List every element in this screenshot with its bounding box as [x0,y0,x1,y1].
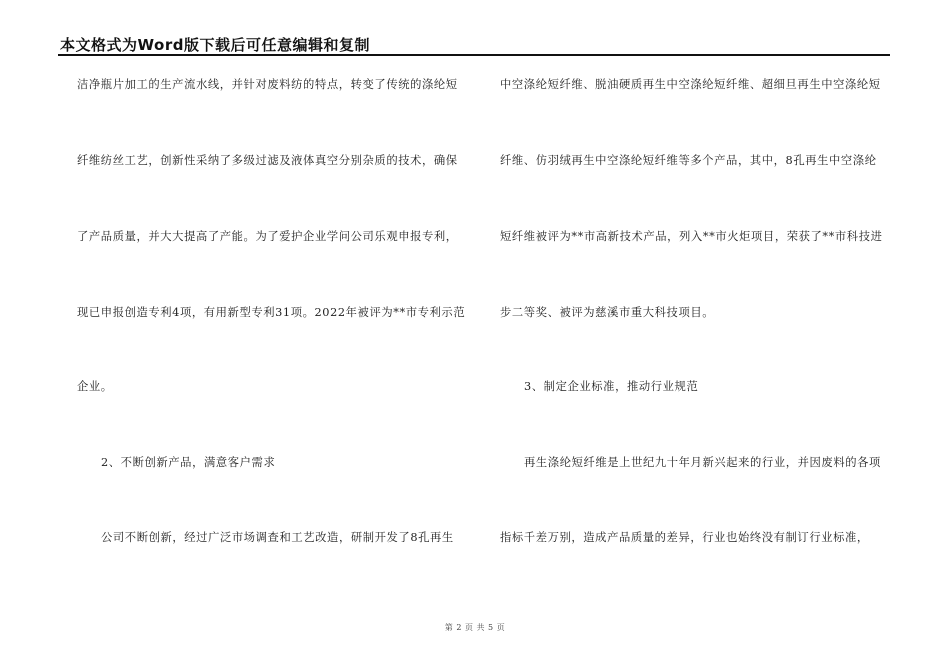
header-divider [58,54,890,56]
text-line: 纤维、仿羽绒再生中空涤纶短纤维等多个产品，其中，8孔再生中空涤纶 [500,154,877,167]
section-heading: 2、不断创新产品，满意客户需求 [101,456,276,469]
page-number: 第 2 页 共 5 页 [444,623,506,632]
text-line: 短纤维被评为**市高新技术产品，列入**市火炬项目，荣获了**市科技进 [500,230,883,243]
text-line: 洁净瓶片加工的生产流水线，并针对废料纺的特点，转变了传统的涤纶短 [77,78,458,91]
text-line: 步二等奖、被评为慈溪市重大科技项目。 [500,306,715,319]
text-line: 企业。 [77,380,113,393]
section-heading: 3、制定企业标准，推动行业规范 [524,380,699,393]
text-line: 了产品质量，并大大提高了产能。为了爱护企业学问公司乐观申报专利， [77,230,458,243]
text-line: 指标千差万别，造成产品质量的差异，行业也始终没有制订行业标准， [500,531,869,544]
document-header-title: 本文格式为Word版下载后可任意编辑和复制 [60,36,370,54]
text-line: 现已申报创造专利4项，有用新型专利31项。2022年被评为**市专利示范 [77,306,466,319]
text-line: 纤维纺丝工艺，创新性采纳了多级过滤及液体真空分别杂质的技术，确保 [77,154,458,167]
text-line: 中空涤纶短纤维、脱油硬质再生中空涤纶短纤维、超细旦再生中空涤纶短 [500,78,881,91]
text-line: 公司不断创新，经过广泛市场调查和工艺改造，研制开发了8孔再生 [101,531,454,544]
text-line: 再生涤纶短纤维是上世纪九十年月新兴起来的行业，并因废料的各项 [524,456,881,469]
